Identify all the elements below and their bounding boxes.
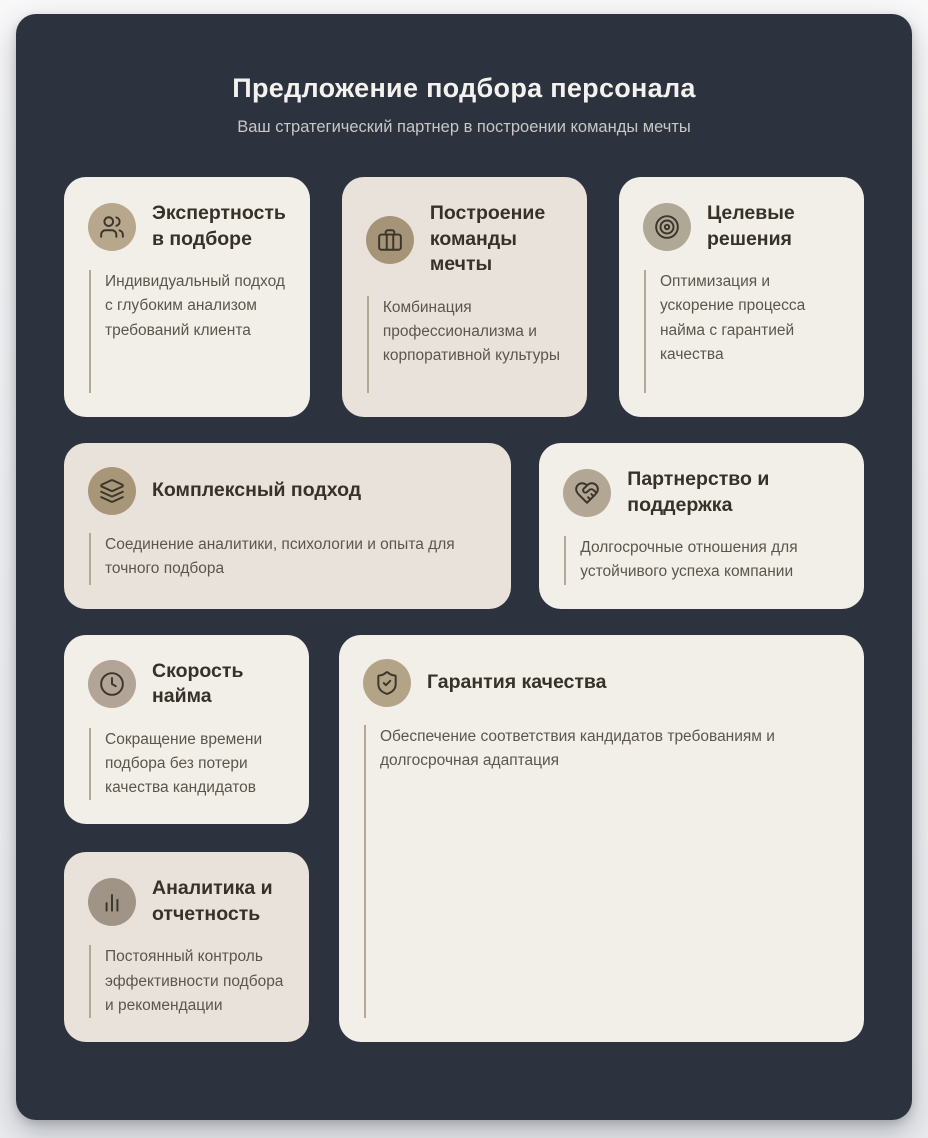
card-description-text: Постоянный контроль эффективности подбора и рекомендации — [105, 948, 284, 1014]
target-icon — [643, 203, 691, 251]
card-description — [89, 945, 285, 1017]
layers-icon — [88, 467, 136, 515]
page-title: Предложение подбора персонала — [232, 73, 696, 103]
card-description-text: Соединение аналитики, психологии и опыта для точного подбора — [105, 536, 455, 578]
card-description — [89, 533, 487, 585]
card-title: Комплексный подход — [152, 479, 362, 502]
users-icon — [88, 203, 136, 251]
card-description-text: Долгосрочные отношения для устойчивого успеха компании — [580, 539, 798, 581]
card-title: Экспертность в подборе — [152, 202, 286, 250]
card-description — [564, 536, 840, 584]
left-column — [64, 635, 309, 1042]
card-header — [563, 467, 840, 518]
card-header — [88, 201, 286, 252]
card-description-text: Обеспечение соответствия кандидатов требованиям и долгосрочная адаптация — [380, 727, 775, 769]
card-title: Целевые решения — [706, 202, 795, 250]
cards-row-3-4 — [64, 635, 864, 1042]
card-description — [89, 270, 286, 393]
card-title: Партнерство и поддержка — [627, 468, 770, 516]
card-description-text: Оптимизация и ускорение процесса найма с гарантией качества — [659, 273, 806, 363]
card-hiring-speed — [64, 635, 309, 825]
card-description-text: Индивидуальный подход с глубоким анализом требований клиента — [105, 273, 285, 339]
card-quality-guarantee — [339, 635, 864, 1042]
card-title: Аналитика и отчетность — [152, 877, 273, 925]
card-targeted-solutions — [619, 177, 864, 417]
cards-row-1 — [64, 177, 864, 417]
card-description — [89, 728, 285, 800]
card-header — [88, 876, 285, 927]
card-expertise — [64, 177, 310, 417]
card-header — [363, 659, 840, 707]
card-title: Гарантия качества — [427, 670, 607, 693]
slide-container — [16, 14, 912, 1120]
slide-header — [64, 70, 864, 137]
card-analytics — [64, 852, 309, 1042]
heart-handshake-icon — [563, 469, 611, 517]
card-description-text: Сокращение времени подбора без потери качества кандидатов — [105, 730, 263, 796]
card-description-text: Комбинация профессионализма и корпоративной культуры — [382, 299, 561, 365]
cards-grid — [64, 177, 864, 1042]
card-complex-approach — [64, 443, 511, 609]
card-header — [88, 659, 285, 710]
card-description — [364, 725, 840, 1018]
briefcase-icon — [366, 216, 414, 264]
card-header — [366, 201, 563, 278]
card-description — [644, 270, 840, 393]
page-subtitle: Ваш стратегический партнер в построении команды мечты — [237, 118, 691, 136]
card-dream-team — [342, 177, 587, 417]
shield-check-icon — [363, 659, 411, 707]
card-header — [88, 467, 487, 515]
card-description — [367, 296, 563, 393]
card-header — [643, 201, 840, 252]
card-title: Скорость найма — [152, 659, 244, 708]
card-partnership — [539, 443, 864, 609]
bar-chart-icon — [88, 878, 136, 926]
clock-icon — [88, 660, 136, 708]
card-title: Построение команды мечты — [429, 202, 546, 276]
cards-row-2 — [64, 443, 864, 609]
